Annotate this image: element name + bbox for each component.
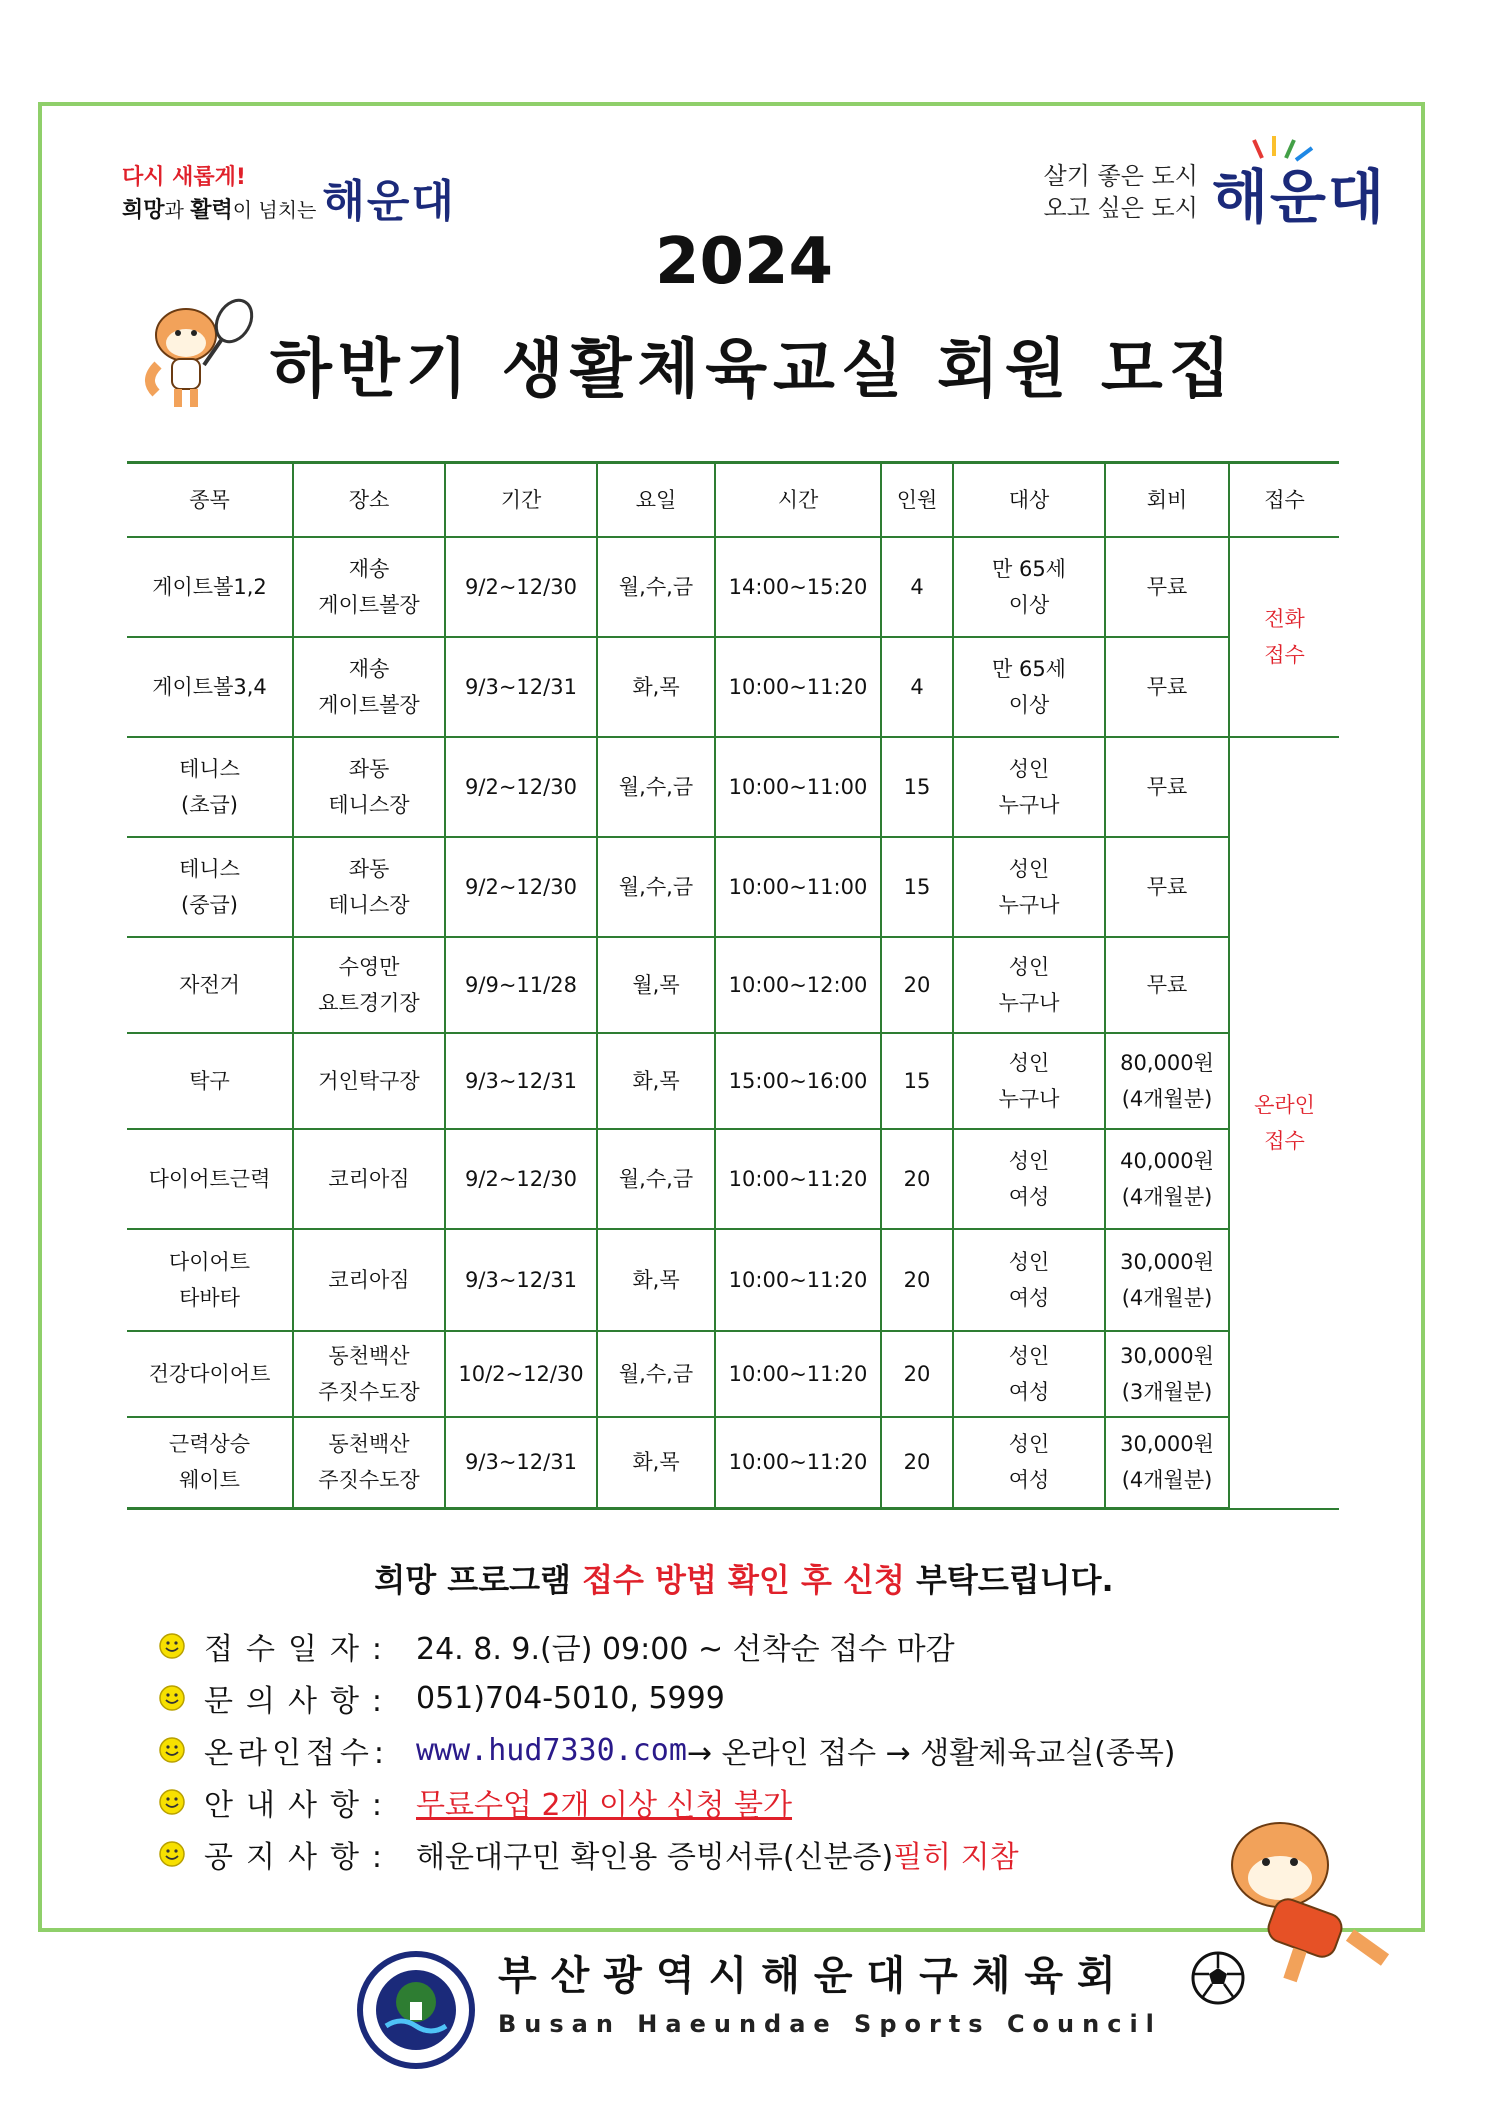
- cell-fee: 무료: [1105, 837, 1229, 937]
- notice-part3: 부탁드립니다.: [904, 1561, 1114, 1599]
- cell-sport: 다이어트 타바타: [127, 1229, 293, 1331]
- cell-period: 9/3~12/31: [445, 1229, 597, 1331]
- cell-period: 9/2~12/30: [445, 1129, 597, 1229]
- cell-days: 월,수,금: [597, 737, 715, 837]
- contact-value: 051)704-5010, 5999: [416, 1680, 725, 1716]
- cell-fee: 무료: [1105, 737, 1229, 837]
- cell-days: 화,목: [597, 1417, 715, 1509]
- notice-part1: 희망 프로그램: [374, 1561, 583, 1599]
- cell-online-apply: 온라인 접수: [1229, 737, 1339, 1509]
- cell-days: 화,목: [597, 1033, 715, 1129]
- brand-haeundae-right: 해운대: [1211, 163, 1386, 231]
- table-row: [127, 1331, 1339, 1417]
- guide-label: 안내사항:: [204, 1788, 396, 1823]
- cell-target: 성인 누구나: [953, 1033, 1105, 1129]
- cell-period: 10/2~12/30: [445, 1331, 597, 1417]
- cell-time: 10:00~11:00: [715, 837, 881, 937]
- slogan-and: 과: [164, 198, 191, 222]
- slogan-good-city: 살기 좋은 도시: [1043, 162, 1198, 190]
- cell-place: 재송 게이트볼장: [293, 637, 445, 737]
- slogan-hope: [122, 193, 316, 224]
- cell-time: 10:00~11:20: [715, 1129, 881, 1229]
- council-seal-icon: [356, 1950, 476, 2070]
- guide-value: 무료수업 2개 이상 신청 불가: [416, 1788, 793, 1823]
- org-name-korean: 부산광역시해운대구체육회: [498, 1953, 1130, 1999]
- cell-place: 재송 게이트볼장: [293, 537, 445, 637]
- notice-highlight: 접수 방법 확인 후 신청: [582, 1561, 905, 1599]
- table-row: [127, 1229, 1339, 1331]
- cell-days: 화,목: [597, 1229, 715, 1331]
- cell-period: 9/3~12/31: [445, 637, 597, 737]
- date-label: 접수일자:: [204, 1632, 396, 1667]
- cell-count: 20: [881, 1417, 953, 1509]
- cell-sport: 테니스 (중급): [127, 837, 293, 937]
- cell-target: 성인 여성: [953, 1229, 1105, 1331]
- info-row-contact: [158, 1672, 1176, 1724]
- right-slogans: [1044, 160, 1198, 224]
- cell-sport: 게이트볼1,2: [127, 537, 293, 637]
- table-header-row: [127, 463, 1339, 537]
- smiley-icon: [158, 1684, 186, 1712]
- table-row: [127, 637, 1339, 737]
- cell-fee: 무료: [1105, 537, 1229, 637]
- table-row: [127, 1417, 1339, 1509]
- notice-value-highlight: 필히 지참: [893, 1840, 1019, 1875]
- cell-sport: 탁구: [127, 1033, 293, 1129]
- cell-sport: 다이어트근력: [127, 1129, 293, 1229]
- cell-time: 10:00~11:20: [715, 637, 881, 737]
- apply-notice: [0, 1555, 1488, 1601]
- cell-fee: 30,000원 (4개월분): [1105, 1229, 1229, 1331]
- cell-count: 20: [881, 1331, 953, 1417]
- cell-time: 14:00~15:20: [715, 537, 881, 637]
- cell-days: 월,수,금: [597, 1129, 715, 1229]
- cell-time: 10:00~11:20: [715, 1331, 881, 1417]
- smiley-icon: [158, 1736, 186, 1764]
- year-heading: 2024: [654, 225, 834, 299]
- cell-sport: 게이트볼3,4: [127, 637, 293, 737]
- cell-time: 10:00~11:20: [715, 1417, 881, 1509]
- cell-time: 10:00~12:00: [715, 937, 881, 1033]
- cell-period: 9/3~12/31: [445, 1033, 597, 1129]
- schedule-table: [127, 461, 1339, 1510]
- cell-target: 성인 여성: [953, 1417, 1105, 1509]
- header-target: 대상: [953, 463, 1105, 537]
- cell-target: 만 65세 이상: [953, 637, 1105, 737]
- header-sport: 종목: [127, 463, 293, 537]
- cell-count: 20: [881, 937, 953, 1033]
- cell-sport: 건강다이어트: [127, 1331, 293, 1417]
- cell-target: 성인 누구나: [953, 737, 1105, 837]
- header-days: 요일: [597, 463, 715, 537]
- info-row-online: [158, 1724, 1176, 1776]
- soccer-ball-icon: [1190, 1950, 1246, 2006]
- cell-period: 9/2~12/30: [445, 837, 597, 937]
- cell-period: 9/9~11/28: [445, 937, 597, 1033]
- cell-fee: 40,000원 (4개월분): [1105, 1129, 1229, 1229]
- notice-label: 공지사항:: [204, 1840, 396, 1875]
- cell-fee: 80,000원 (4개월분): [1105, 1033, 1229, 1129]
- date-value: 24. 8. 9.(금) 09:00 ~ 선착순 접수 마감: [416, 1632, 955, 1667]
- cell-days: 월,수,금: [597, 1331, 715, 1417]
- sparkle-icon: [1232, 132, 1322, 162]
- cell-sport: 테니스 (초급): [127, 737, 293, 837]
- cell-place: 좌동 테니스장: [293, 837, 445, 937]
- header-place: 장소: [293, 463, 445, 537]
- cell-fee: 30,000원 (4개월분): [1105, 1417, 1229, 1509]
- header-period: 기간: [445, 463, 597, 537]
- cell-period: 9/3~12/31: [445, 1417, 597, 1509]
- cell-days: 화,목: [597, 637, 715, 737]
- notice-value: 해운대구민 확인용 증빙서류(신분증): [416, 1840, 894, 1875]
- brand-haeundae-left: 해운대: [322, 176, 456, 227]
- cell-fee: 무료: [1105, 637, 1229, 737]
- cell-count: 4: [881, 637, 953, 737]
- cell-place: 동천백산 주짓수도장: [293, 1417, 445, 1509]
- info-row-notice: [158, 1828, 1176, 1880]
- cell-target: 성인 누구나: [953, 937, 1105, 1033]
- header-count: 인원: [881, 463, 953, 537]
- cell-count: 15: [881, 837, 953, 937]
- table-row: [127, 537, 1339, 637]
- cell-place: 수영만 요트경기장: [293, 937, 445, 1033]
- slogan-hope-word: 희망: [122, 198, 165, 223]
- cell-sport: 자전거: [127, 937, 293, 1033]
- table-row: [127, 937, 1339, 1033]
- header-fee: 회비: [1105, 463, 1229, 537]
- info-list: [158, 1620, 1176, 1880]
- cell-target: 성인 여성: [953, 1129, 1105, 1229]
- table-row: [127, 837, 1339, 937]
- cell-count: 4: [881, 537, 953, 637]
- table-row: [127, 737, 1339, 837]
- cell-sport: 근력상승 웨이트: [127, 1417, 293, 1509]
- cell-days: 월,목: [597, 937, 715, 1033]
- cell-time: 15:00~16:00: [715, 1033, 881, 1129]
- online-label: 온라인접수:: [204, 1736, 390, 1771]
- cell-target: 성인 누구나: [953, 837, 1105, 937]
- cell-target: 성인 여성: [953, 1331, 1105, 1417]
- cell-fee: 무료: [1105, 937, 1229, 1033]
- header-time: 시간: [715, 463, 881, 537]
- table-row: [127, 1129, 1339, 1229]
- online-url-link[interactable]: www.hud7330.com: [416, 1732, 687, 1768]
- cell-period: 9/2~12/30: [445, 737, 597, 837]
- cell-period: 9/2~12/30: [445, 537, 597, 637]
- haeundae-logo-left: [122, 160, 456, 227]
- smiley-icon: [158, 1840, 186, 1868]
- online-path: → 온라인 접수 → 생활체육교실(종목): [686, 1736, 1176, 1771]
- cell-days: 월,수,금: [597, 837, 715, 937]
- cell-count: 20: [881, 1229, 953, 1331]
- info-row-date: [158, 1620, 1176, 1672]
- slogan-vitality-word: 활력: [190, 198, 233, 223]
- slogan-want-city: 오고 싶은 도시: [1043, 194, 1198, 222]
- haeundae-logo-right: [1044, 150, 1386, 234]
- org-name-english: Busan Haeundae Sports Council: [498, 2010, 1162, 2038]
- cell-count: 20: [881, 1129, 953, 1229]
- cell-count: 15: [881, 1033, 953, 1129]
- cell-count: 15: [881, 737, 953, 837]
- page-title: 하반기 생활체육교실 회원 모집: [270, 333, 1237, 407]
- cell-place: 코리아짐: [293, 1229, 445, 1331]
- smiley-icon: [158, 1632, 186, 1660]
- cell-phone-apply: 전화 접수: [1229, 537, 1339, 737]
- cell-fee: 30,000원 (3개월분): [1105, 1331, 1229, 1417]
- smiley-icon: [158, 1788, 186, 1816]
- slogan-full: 이 넘치는: [232, 198, 317, 222]
- header-apply: 접수: [1229, 463, 1339, 537]
- cell-days: 월,수,금: [597, 537, 715, 637]
- cell-place: 좌동 테니스장: [293, 737, 445, 837]
- cell-target: 만 65세 이상: [953, 537, 1105, 637]
- table-row: [127, 1033, 1339, 1129]
- cell-place: 거인탁구장: [293, 1033, 445, 1129]
- cell-time: 10:00~11:00: [715, 737, 881, 837]
- slogan-new: 다시 새롭게!: [122, 165, 246, 190]
- cell-place: 코리아짐: [293, 1129, 445, 1229]
- contact-label: 문의사항:: [204, 1684, 396, 1719]
- cell-time: 10:00~11:20: [715, 1229, 881, 1331]
- info-row-guide: [158, 1776, 1176, 1828]
- mascot-tennis-icon: [138, 295, 258, 415]
- cell-place: 동천백산 주짓수도장: [293, 1331, 445, 1417]
